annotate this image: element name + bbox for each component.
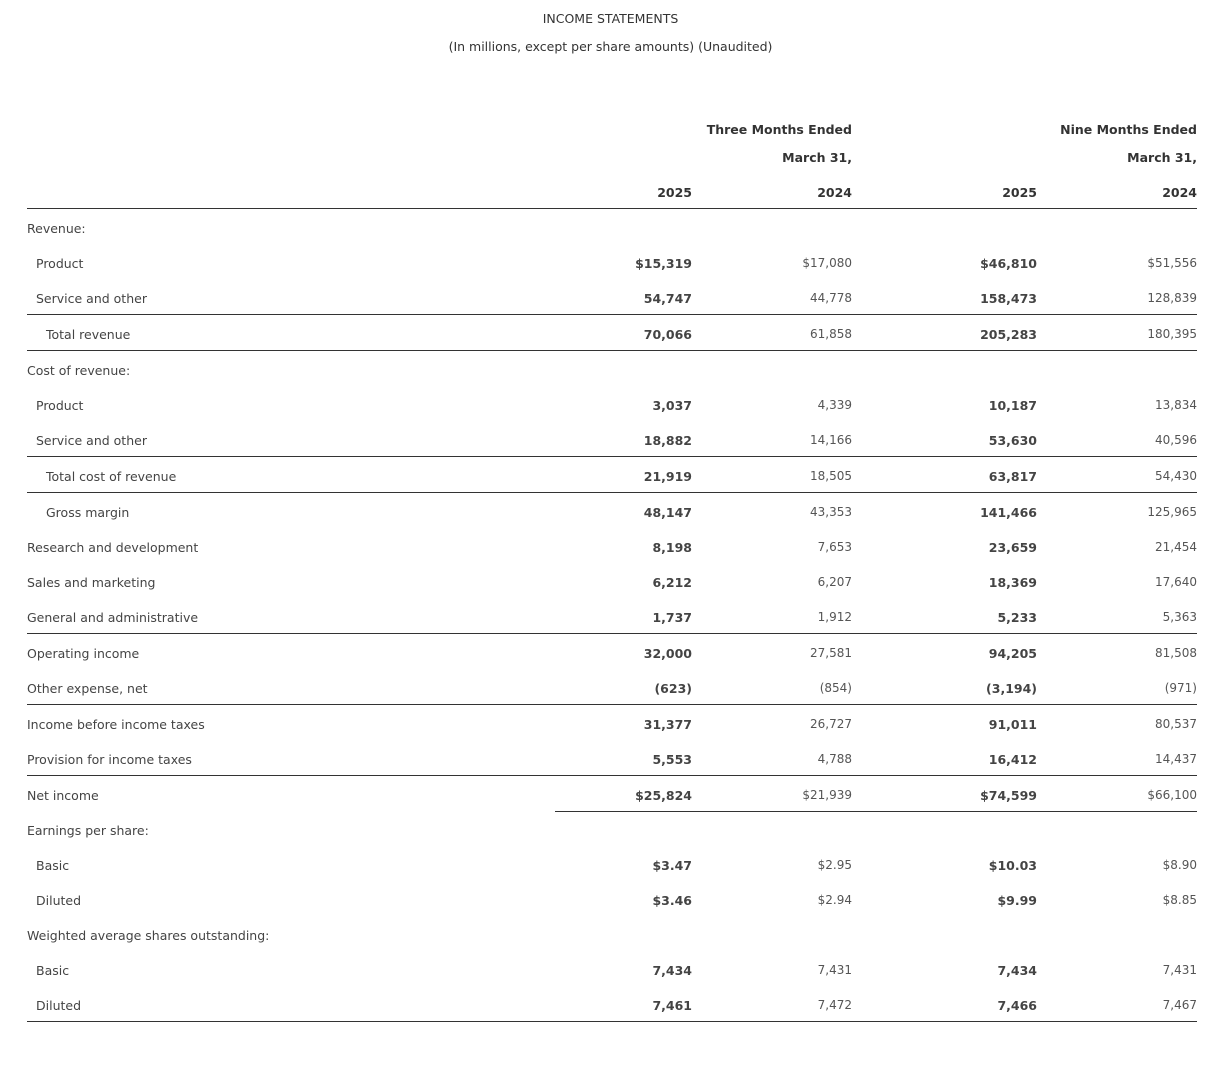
value-three-months-2024: (854) (819, 681, 852, 695)
rule-before-total-cost (27, 456, 1197, 457)
row-label: Service and other (36, 291, 147, 306)
row-net-income (0, 788, 1221, 808)
row-revenue-service (0, 291, 1221, 311)
header-col2-year: 2024 (817, 185, 852, 200)
value-three-months-2024: 4,788 (817, 752, 852, 766)
value-three-months-2025: $3.46 (652, 893, 692, 908)
row-income-before-taxes (0, 717, 1221, 737)
value-nine-months-2024: 5,363 (1162, 610, 1197, 624)
value-nine-months-2024: (971) (1164, 681, 1197, 695)
value-nine-months-2025: 5,233 (997, 610, 1037, 625)
value-nine-months-2025: 91,011 (988, 717, 1037, 732)
header-nine-months: Nine Months Ended (1060, 122, 1197, 137)
value-nine-months-2025: 141,466 (980, 505, 1037, 520)
row-total-cost (0, 469, 1221, 489)
value-three-months-2024: 7,431 (817, 963, 852, 977)
value-three-months-2025: 7,461 (652, 998, 692, 1013)
value-nine-months-2025: $46,810 (980, 256, 1037, 271)
header-col3-year: 2025 (1002, 185, 1037, 200)
rule-after-total-revenue (27, 350, 1197, 351)
row-label: Total cost of revenue (46, 469, 177, 484)
row-label: Product (36, 256, 84, 271)
rule-after-net-income (555, 811, 1197, 812)
row-label: Basic (36, 858, 70, 873)
value-three-months-2024: 43,353 (810, 505, 852, 519)
value-nine-months-2024: 7,431 (1162, 963, 1197, 977)
value-three-months-2025: 18,882 (643, 433, 692, 448)
row-provision-taxes (0, 752, 1221, 772)
row-label: Diluted (36, 998, 82, 1013)
row-cost-service (0, 433, 1221, 453)
row-label: Net income (27, 788, 99, 803)
row-total-revenue (0, 327, 1221, 347)
header-col4-year: 2024 (1162, 185, 1197, 200)
header-col1-year: 2025 (657, 185, 692, 200)
row-eps-diluted (0, 893, 1221, 913)
value-three-months-2025: $25,824 (635, 788, 692, 803)
value-three-months-2025: 54,747 (643, 291, 692, 306)
value-nine-months-2024: 128,839 (1147, 291, 1197, 305)
row-revenue-product (0, 256, 1221, 276)
value-nine-months-2024: 13,834 (1155, 398, 1197, 412)
row-label: Gross margin (46, 505, 130, 520)
row-label: Revenue: (27, 221, 86, 236)
rule-before-operating-income (27, 633, 1197, 634)
value-nine-months-2024: 81,508 (1155, 646, 1197, 660)
value-nine-months-2024: 80,537 (1155, 717, 1197, 731)
value-nine-months-2024: $66,100 (1147, 788, 1197, 802)
row-label: Product (36, 398, 84, 413)
row-shares-basic (0, 963, 1221, 983)
value-three-months-2024: 7,472 (817, 998, 852, 1012)
value-nine-months-2024: 21,454 (1155, 540, 1197, 554)
value-nine-months-2024: 54,430 (1155, 469, 1197, 483)
row-eps-heading (0, 823, 1221, 843)
value-nine-months-2025: 158,473 (980, 291, 1037, 306)
value-nine-months-2024: 17,640 (1155, 575, 1197, 589)
value-three-months-2024: 4,339 (817, 398, 852, 412)
row-label: Diluted (36, 893, 82, 908)
row-label: Basic (36, 963, 70, 978)
value-three-months-2025: 5,553 (652, 752, 692, 767)
row-label: Operating income (27, 646, 140, 661)
value-nine-months-2025: 53,630 (988, 433, 1037, 448)
header-three-months-date: March 31, (782, 150, 852, 165)
value-three-months-2025: $15,319 (635, 256, 692, 271)
row-label: Income before income taxes (27, 717, 205, 732)
row-label: Earnings per share: (27, 823, 149, 838)
row-operating-income (0, 646, 1221, 666)
value-nine-months-2024: $8.85 (1162, 893, 1197, 907)
row-label: Weighted average shares outstanding: (27, 928, 270, 943)
row-label: Cost of revenue: (27, 363, 131, 378)
row-label: Research and development (27, 540, 199, 555)
value-nine-months-2025: $74,599 (980, 788, 1037, 803)
value-nine-months-2025: 7,466 (997, 998, 1037, 1013)
value-nine-months-2025: (3,194) (986, 681, 1037, 696)
value-three-months-2025: 1,737 (652, 610, 692, 625)
value-three-months-2025: 3,037 (652, 398, 692, 413)
value-three-months-2025: 6,212 (652, 575, 692, 590)
value-three-months-2024: 7,653 (817, 540, 852, 554)
value-nine-months-2025: 10,187 (988, 398, 1037, 413)
value-nine-months-2025: 16,412 (988, 752, 1037, 767)
value-nine-months-2024: $8.90 (1162, 858, 1197, 872)
value-nine-months-2025: $10.03 (988, 858, 1037, 873)
value-three-months-2024: 18,505 (810, 469, 852, 483)
value-three-months-2024: 6,207 (817, 575, 852, 589)
value-three-months-2025: 48,147 (643, 505, 692, 520)
value-three-months-2024: $2.95 (817, 858, 852, 872)
row-label: Sales and marketing (27, 575, 156, 590)
value-three-months-2025: $3.47 (652, 858, 692, 873)
rule-header (27, 208, 1197, 209)
row-label: Provision for income taxes (27, 752, 192, 767)
value-nine-months-2024: $51,556 (1147, 256, 1197, 270)
value-three-months-2024: $21,939 (802, 788, 852, 802)
value-three-months-2025: 7,434 (652, 963, 692, 978)
value-nine-months-2024: 14,437 (1155, 752, 1197, 766)
header-three-months: Three Months Ended (706, 122, 852, 137)
value-nine-months-2024: 180,395 (1147, 327, 1197, 341)
row-eps-basic (0, 858, 1221, 878)
row-shares-heading (0, 928, 1221, 948)
value-three-months-2024: $2.94 (817, 893, 852, 907)
row-label: Total revenue (46, 327, 131, 342)
value-nine-months-2024: 40,596 (1155, 433, 1197, 447)
value-three-months-2024: 1,912 (817, 610, 852, 624)
value-three-months-2024: $17,080 (802, 256, 852, 270)
statement-title: INCOME STATEMENTS (542, 11, 679, 26)
value-three-months-2025: 21,919 (643, 469, 692, 484)
row-cost-heading (0, 363, 1221, 383)
row-other-expense (0, 681, 1221, 701)
row-shares-diluted (0, 998, 1221, 1018)
rule-before-net-income (27, 775, 1197, 776)
row-research (0, 540, 1221, 560)
row-gross-margin (0, 505, 1221, 525)
value-nine-months-2025: 23,659 (988, 540, 1037, 555)
header-nine-months-date: March 31, (1127, 150, 1197, 165)
rule-after-total-cost (27, 492, 1197, 493)
statement-subtitle: (In millions, except per share amounts) (Unaudited) (448, 39, 773, 54)
rule-before-total-revenue (27, 314, 1197, 315)
rule-bottom (27, 1021, 1197, 1022)
value-three-months-2024: 61,858 (810, 327, 852, 341)
value-three-months-2025: 70,066 (643, 327, 692, 342)
value-nine-months-2025: 18,369 (988, 575, 1037, 590)
value-nine-months-2025: 205,283 (980, 327, 1037, 342)
value-three-months-2025: 8,198 (652, 540, 692, 555)
row-cost-product (0, 398, 1221, 418)
rule-before-income-before-taxes (27, 704, 1197, 705)
value-three-months-2025: (623) (654, 681, 692, 696)
value-nine-months-2024: 7,467 (1162, 998, 1197, 1012)
row-sales (0, 575, 1221, 595)
row-revenue-heading (0, 221, 1221, 241)
value-nine-months-2025: $9.99 (997, 893, 1037, 908)
row-label: General and administrative (27, 610, 199, 625)
value-three-months-2024: 44,778 (810, 291, 852, 305)
value-three-months-2024: 27,581 (810, 646, 852, 660)
value-nine-months-2025: 63,817 (988, 469, 1037, 484)
value-nine-months-2024: 125,965 (1147, 505, 1197, 519)
value-three-months-2024: 14,166 (810, 433, 852, 447)
value-three-months-2025: 31,377 (643, 717, 692, 732)
row-label: Service and other (36, 433, 147, 448)
value-nine-months-2025: 7,434 (997, 963, 1037, 978)
row-label: Other expense, net (27, 681, 148, 696)
value-three-months-2025: 32,000 (643, 646, 692, 661)
value-nine-months-2025: 94,205 (988, 646, 1037, 661)
row-general (0, 610, 1221, 630)
value-three-months-2024: 26,727 (810, 717, 852, 731)
